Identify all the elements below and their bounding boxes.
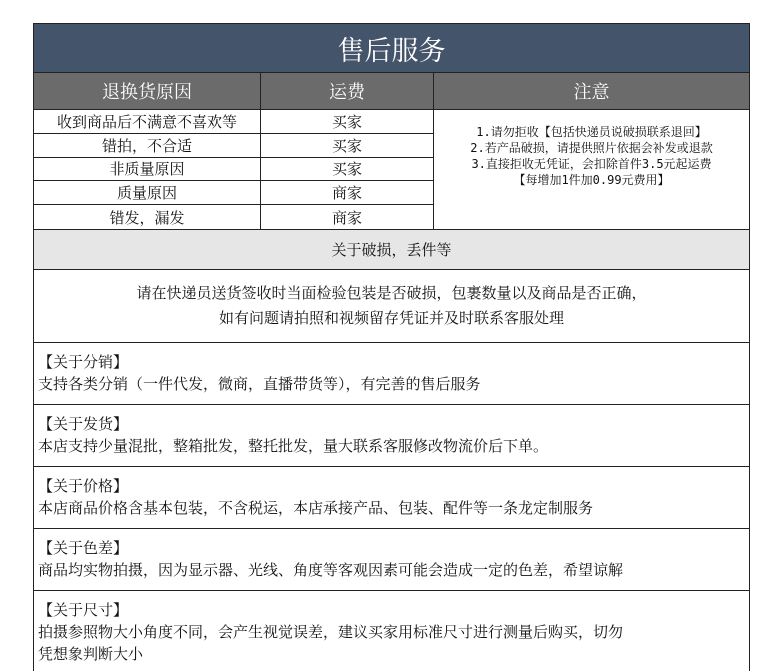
section-heading: 【关于尺寸】 <box>38 601 129 619</box>
table-row <box>34 205 433 229</box>
section-text: 凭想象判断大小 <box>38 645 144 663</box>
reasons-table <box>34 110 749 230</box>
damage-line: 请在快递员送货签收时当面检验包装是否破损，包裹数量以及商品是否正确， <box>136 284 647 302</box>
section-color <box>34 529 749 591</box>
damage-heading: 关于破损，丢件等 <box>34 230 749 270</box>
header-fee: 运费 <box>261 73 434 109</box>
section-price <box>34 467 749 529</box>
notice-line: 1.请勿拒收【包括快递员说破损联系退回】 <box>476 125 707 139</box>
section-size <box>34 591 749 671</box>
table-row <box>34 181 433 205</box>
reason-rows <box>34 110 434 229</box>
reason-cell: 收到商品后不满意不喜欢等 <box>34 110 261 133</box>
table-row <box>34 110 433 134</box>
reason-cell: 错拍，不合适 <box>34 134 261 157</box>
fee-cell: 买家 <box>331 160 362 179</box>
section-shipping <box>34 405 749 467</box>
notice-line: 2.若产品破损，请提供照片依据会补发或退款 <box>470 141 713 155</box>
notice-line: 【每增加1件加0.99元费用】 <box>513 173 670 187</box>
section-heading: 【关于价格】 <box>38 477 129 495</box>
damage-body <box>34 270 749 343</box>
reason-cell: 质量原因 <box>34 181 261 204</box>
section-heading: 【关于分销】 <box>38 353 129 371</box>
reason-cell: 非质量原因 <box>34 158 261 181</box>
section-distribution <box>34 343 749 405</box>
section-text: 拍摄参照物大小角度不同，会产生视觉误差，建议买家用标准尺寸进行测量后购买，切勿 <box>38 623 624 641</box>
section-text: 商品均实物拍摄，因为显示器、光线、角度等客观因素可能会造成一定的色差，希望谅解 <box>38 561 624 579</box>
sheet-title: 售后服务 <box>34 24 749 73</box>
fee-cell: 买家 <box>331 136 362 155</box>
section-heading: 【关于发货】 <box>38 415 129 433</box>
reason-cell: 错发，漏发 <box>34 205 261 229</box>
section-heading: 【关于色差】 <box>38 539 129 557</box>
section-text: 本店支持少量混批，整箱批发，整托批发，量大联系客服修改物流价后下单。 <box>38 437 549 455</box>
notice-line: 3.直接拒收无凭证，会扣除首件3.5元起运费 <box>471 157 712 171</box>
table-row <box>34 158 433 182</box>
section-text: 本店商品价格含基本包装，不含税运，本店承接产品、包装、配件等一条龙定制服务 <box>38 499 594 517</box>
table-header <box>34 73 749 110</box>
notice-cell <box>434 110 749 229</box>
fee-cell: 商家 <box>331 208 362 227</box>
damage-line: 如有问题请拍照和视频留存凭证并及时联系客服处理 <box>218 309 564 327</box>
table-row <box>34 134 433 158</box>
after-sales-sheet <box>33 23 750 671</box>
header-reason: 退换货原因 <box>34 73 261 109</box>
fee-cell: 商家 <box>331 184 362 203</box>
section-text: 支持各类分销（一件代发，微商，直播带货等），有完善的售后服务 <box>38 375 481 393</box>
fee-cell: 买家 <box>331 112 362 131</box>
header-notice: 注意 <box>573 82 610 103</box>
